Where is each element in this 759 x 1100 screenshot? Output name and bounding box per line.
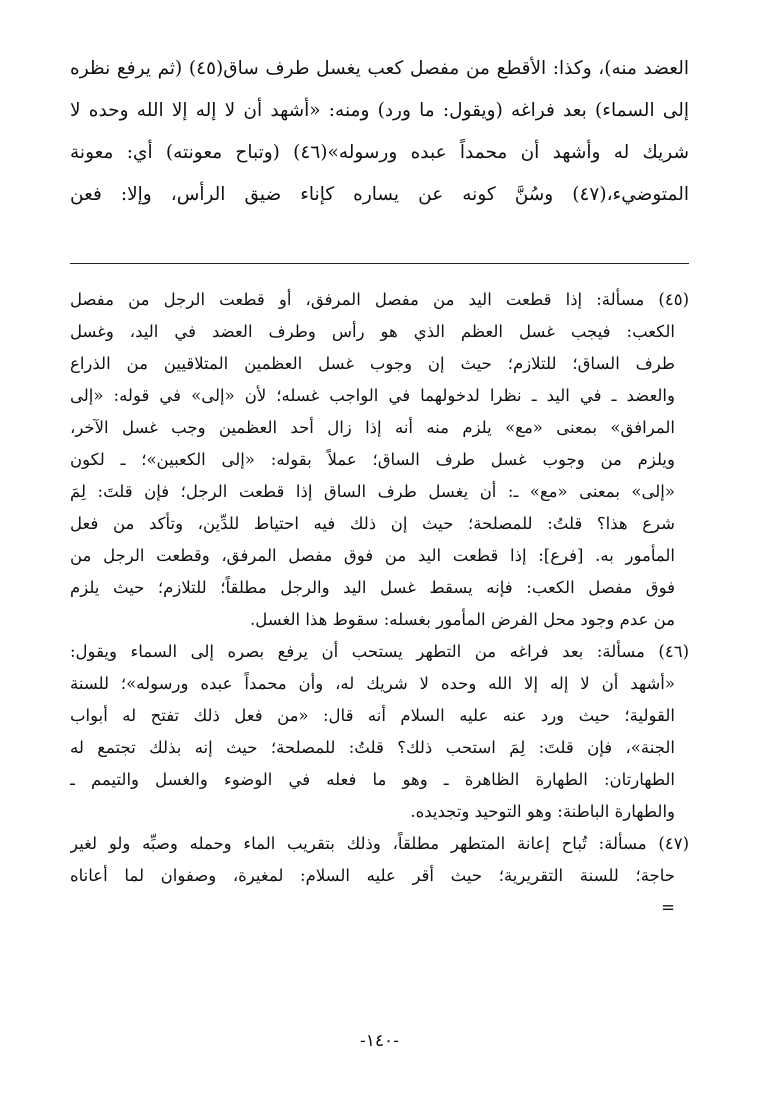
footnote-line: ويلزم من وجوب غسل طرف الساق؛ عملاً بقوله: «إلى الكعبين»؛ ـ لكون [70,450,675,469]
footnote-separator [70,263,689,264]
footnote-45 [70,284,689,636]
main-text-line: إلى السماء) بعد فراغه (ويقول: ما ورد) ومنه: «أشهد أن لا إله إلا الله وحده لا [70,100,689,121]
footnote-line: القولية؛ حيث ورد عنه عليه السلام أنه قال: «من فعل ذلك تفتح له أبواب [70,706,675,725]
footnote-line: «أشهد أن لا إله إلا الله وحده لا شريك له، وأن محمداً عبده ورسوله»؛ للسنة [70,674,675,693]
footnote-line: (٤٦) مسألة: بعد فراغه من التطهر يستحب أن يرفع بصره إلى السماء ويقول: [70,642,689,661]
main-text [70,48,689,216]
main-text-line: المتوضيء،(٤٧) وسُنَّ كونه عن يساره كإناء ضيق الرأس، وإلا: فعن [70,184,689,205]
footnote-line: المأمور به. [فرع]: إذا قطعت اليد من فوق مفصل المرفق، وقطعت الرجل من [70,546,675,565]
main-text-line: شريك له وأشهد أن محمداً عبده ورسوله»(٤٦) (وتباح معونته) أي: معونة [70,142,689,163]
footnote-line: (٤٧) مسألة: تُباح إعانة المتطهر مطلقاً، وذلك بتقريب الماء وحمله وصبِّه ولو لغير [70,834,689,853]
footnote-46 [70,636,689,828]
footnote-line: من عدم وجود محل الفرض المأمور بغسله: سقوط هذا الغسل. [250,610,675,629]
footnote-line: حاجة؛ للسنة التقريرية؛ حيث أقر عليه السلام: لمغيرة، وصفوان لما أعاناه [70,866,675,885]
footnotes [70,284,689,924]
main-text-line: العضد منه)، وكذا: الأقطع من مفصل كعب يغسل طرف ساق(٤٥) (ثم يرفع نظره [70,58,689,79]
footnote-line: الطهارتان: الطهارة الظاهرة ـ وهو ما فعله في الوضوء والغسل والتيمم ـ [70,770,675,789]
footnote-line: طرف الساق؛ للتلازم؛ حيث إن وجوب غسل العظمين المتلاقيين من الذراع [70,354,675,373]
footnote-line: الجنة»، فإن قلتَ: لِمَ استحب ذلك؟ قلتُ: للمصلحة؛ حيث إنه بذلك تجتمع له [70,738,675,757]
page-number: -١٤٠- [360,1031,399,1051]
footnote-line: الكعب: فيجب غسل العظم الذي هو رأس وطرف العضد في اليد، وغسل [70,322,675,341]
footnote-47 [70,828,689,924]
footnote-line: (٤٥) مسألة: إذا قطعت اليد من مفصل المرفق، أو قطعت الرجل من مفصل [70,290,689,309]
footnote-line: والطهارة الباطنة: وهو التوحيد وتجديده. [410,802,675,821]
footnote-line: شرع هذا؟ قلتُ: للمصلحة؛ حيث إن ذلك فيه احتياط للدِّين، وتأكد من فعل [70,514,675,533]
footnote-line: فوق مفصل الكعب: فإنه يسقط غسل اليد والرجل مطلقاً؛ للتلازم؛ حيث يلزم [70,578,675,597]
footnote-line: «إلى» بمعنى «مع» ـ: أن يغسل طرف الساق إذا قطعت الرجل؛ فإن قلتَ: لِمَ [70,482,675,501]
footnote-continuation-mark: = [661,898,675,917]
footnote-line: والعضد ـ في اليد ـ نظرا لدخولهما في الواجب غسله؛ لأن «إلى» في قوله: «إلى [70,386,675,405]
footnote-line: المرافق» بمعنى «مع» يلزم منه أنه إذا زال أحد العظمين وجب غسل الآخر، [70,418,675,437]
